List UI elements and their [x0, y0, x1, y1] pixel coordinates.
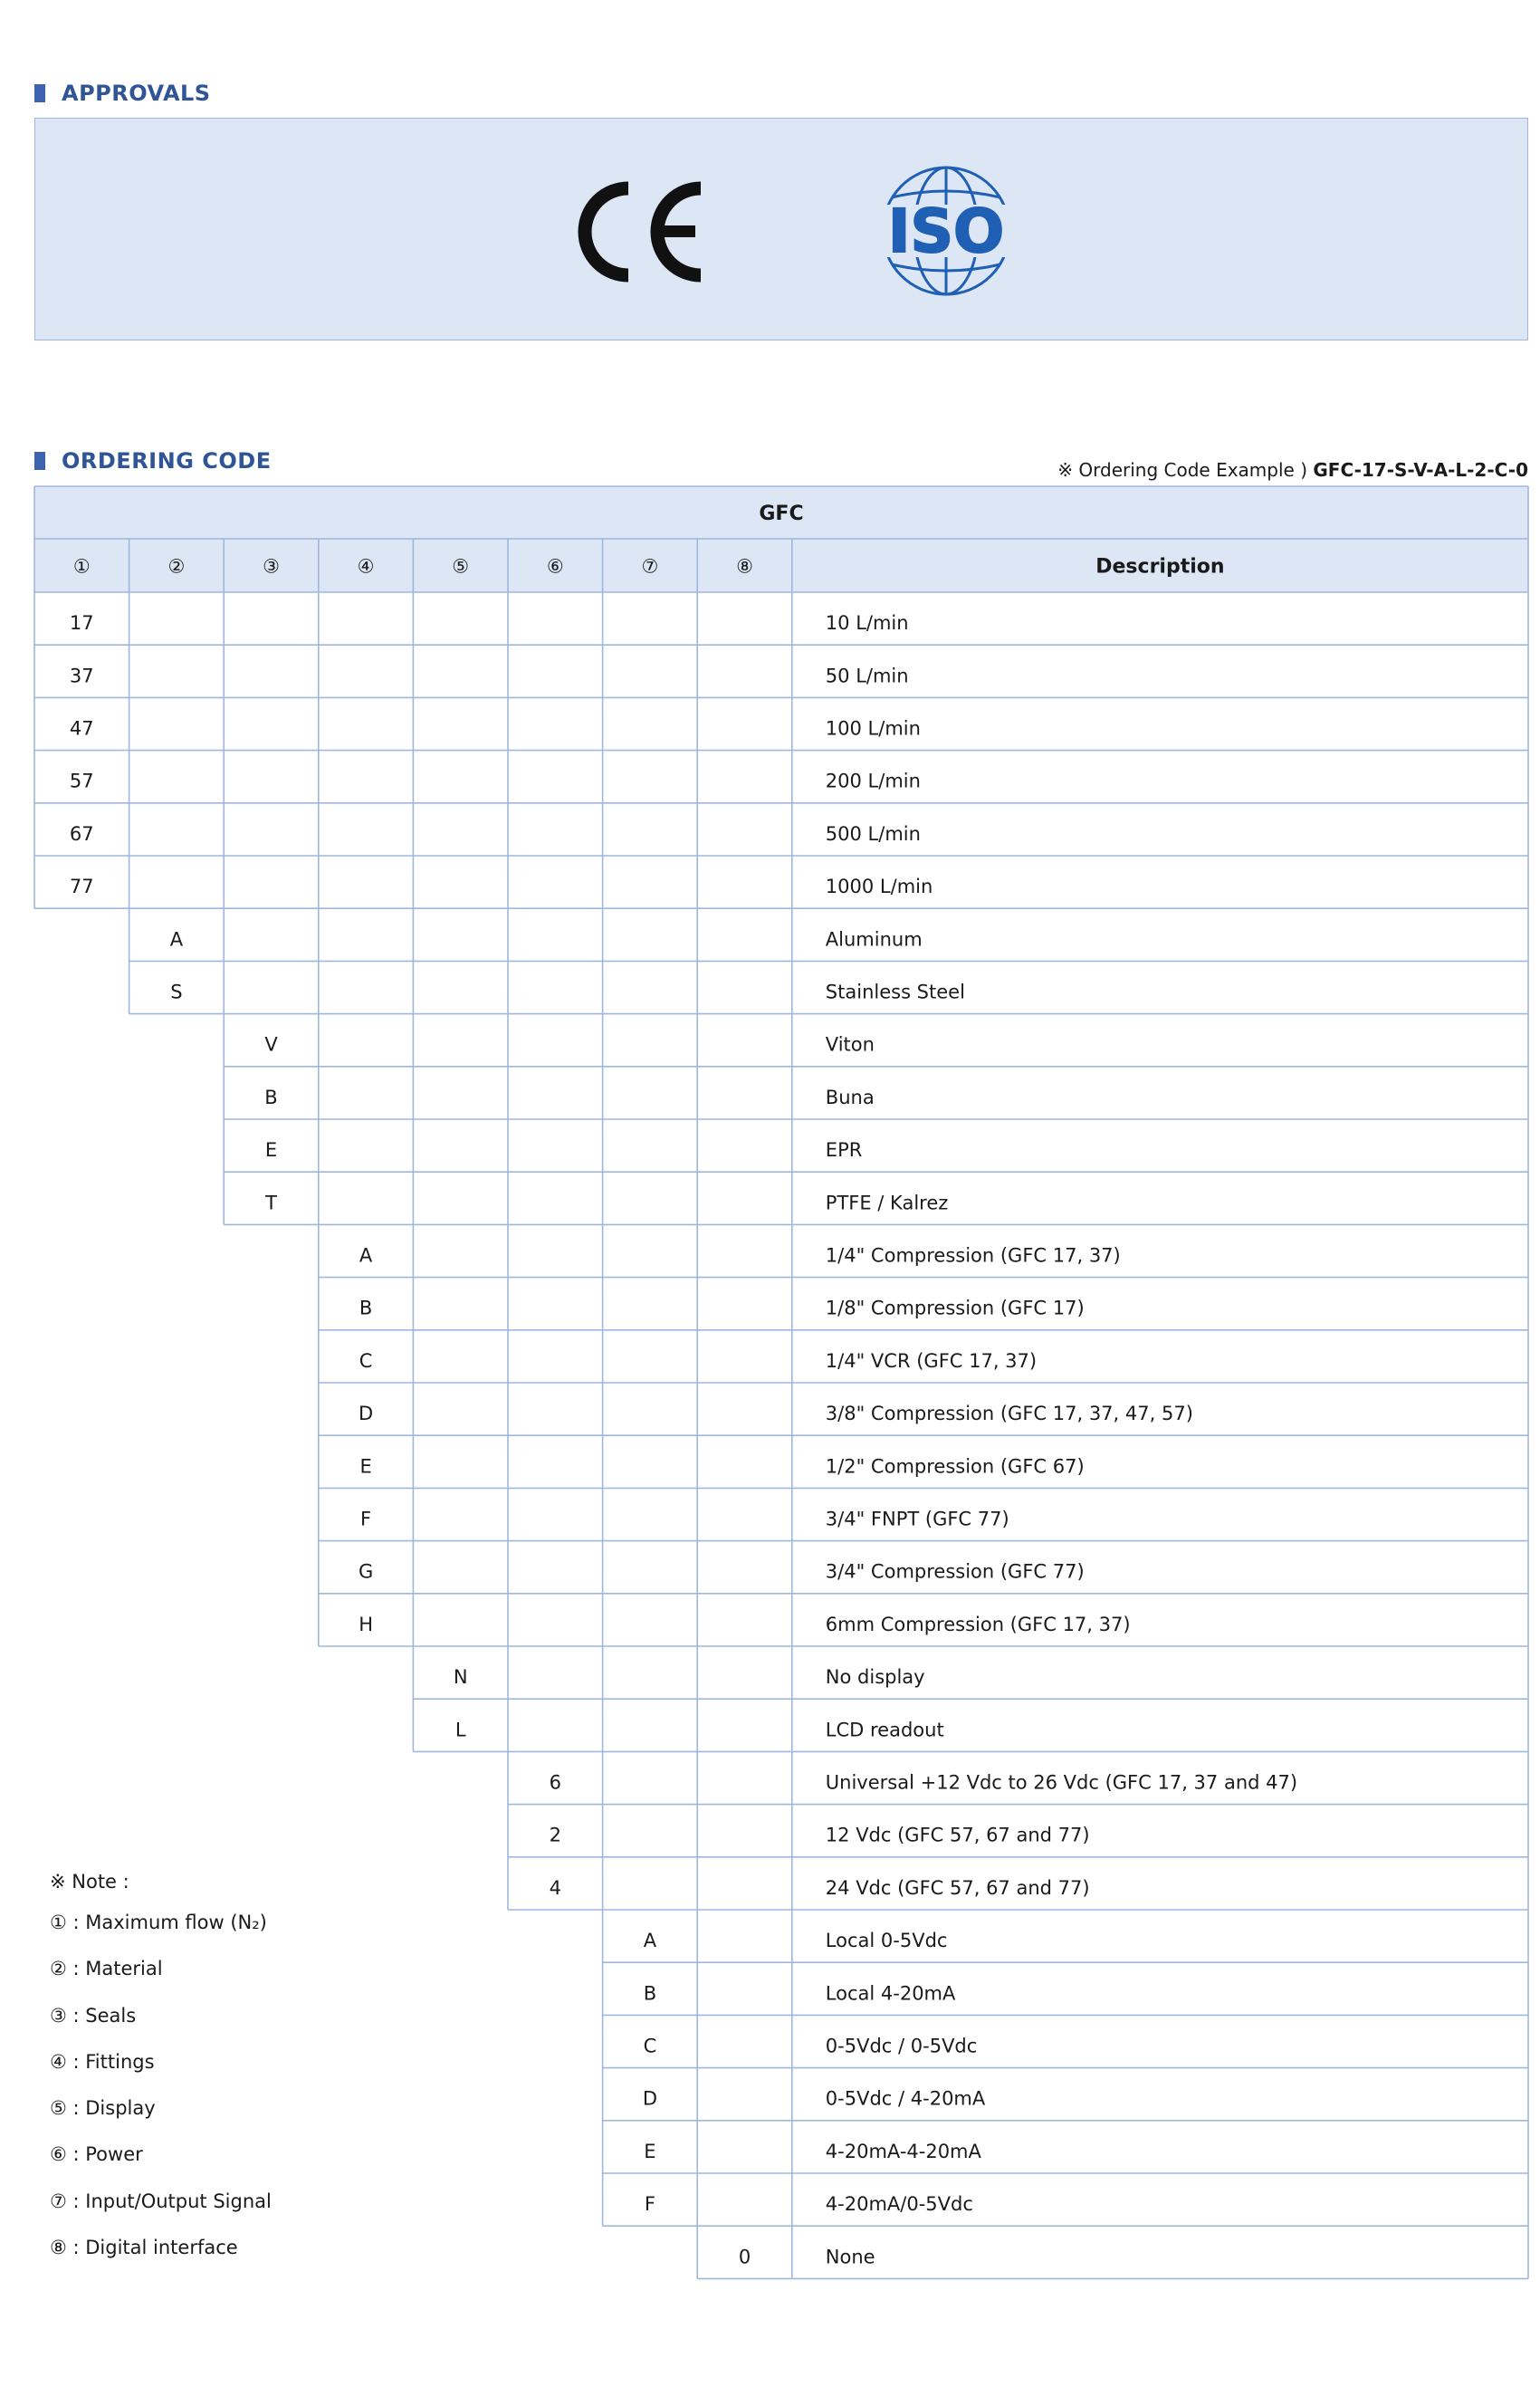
table-row [170, 928, 923, 950]
table-row [359, 1455, 1084, 1477]
code-value: 77 [69, 876, 94, 898]
code-description: 200 L/min [825, 770, 921, 792]
column-header-8: ⑧ [736, 555, 753, 578]
note-item: ④ : Fittings [50, 2050, 155, 2073]
code-description: 0-5Vdc / 4-20mA [825, 2087, 986, 2110]
table-row [644, 1930, 948, 1951]
code-value: 47 [69, 717, 94, 740]
code-description: 12 Vdc (GFC 57, 67 and 77) [825, 1824, 1090, 1846]
code-description: 3/4" FNPT (GFC 77) [825, 1508, 1009, 1530]
table-row [359, 1403, 1193, 1424]
code-value: D [642, 2087, 657, 2110]
code-description: 1/2" Compression (GFC 67) [825, 1455, 1085, 1478]
column-header-2: ② [167, 555, 186, 578]
code-description: 3/4" Compression (GFC 77) [825, 1560, 1085, 1583]
table-row [454, 1666, 925, 1688]
code-value: A [643, 1930, 657, 1952]
table-row [739, 2246, 875, 2267]
ordering-heading-text: ORDERING CODE [62, 448, 272, 474]
code-value: 0 [738, 2246, 751, 2268]
table-row [643, 2088, 986, 2110]
code-value: T [265, 1192, 277, 1214]
table-row [70, 876, 933, 897]
note-item: ⑤ : Display [50, 2097, 156, 2120]
table-row [264, 1192, 948, 1213]
table-row [644, 1982, 956, 2004]
code-value: S [170, 981, 183, 1003]
code-value: 37 [69, 665, 94, 687]
code-value: E [359, 1455, 372, 1478]
column-header-7: ⑦ [641, 555, 659, 578]
notes-block [50, 1864, 272, 2271]
code-description: 500 L/min [825, 822, 921, 845]
code-description: No display [825, 1666, 925, 1689]
code-value: F [644, 2193, 655, 2216]
code-description: 4-20mA-4-20mA [825, 2140, 981, 2162]
table-title: GFC [759, 503, 804, 525]
code-value: L [454, 1719, 466, 1741]
code-description: 1000 L/min [825, 876, 933, 898]
column-header-5: ⑤ [452, 555, 470, 578]
code-description: Universal +12 Vdc to 26 Vdc (GFC 17, 37 and 47) [825, 1771, 1298, 1794]
code-value: 4 [549, 1876, 561, 1899]
table-row [359, 1614, 1130, 1635]
code-value: C [643, 2035, 657, 2057]
description-header: Description [1095, 555, 1225, 579]
note-item: ⑥ : Power [50, 2143, 143, 2166]
column-header-3: ③ [263, 555, 280, 578]
code-value: F [360, 1508, 372, 1530]
table-row [70, 665, 909, 686]
table-row [265, 1139, 862, 1161]
code-value: B [359, 1297, 373, 1319]
code-description: Stainless Steel [825, 981, 965, 1003]
code-value: E [644, 2140, 656, 2162]
note-item: ⑦ : Input/Output Signal [50, 2190, 272, 2212]
code-value: B [643, 1982, 657, 2005]
table-row [70, 718, 921, 740]
table-row [550, 1825, 1090, 1846]
note-item: ⑧ : Digital interface [50, 2237, 238, 2259]
code-description: None [825, 2246, 875, 2268]
code-value: V [264, 1033, 278, 1056]
note-item: ③ : Seals [50, 2004, 137, 2027]
code-value: E [264, 1139, 278, 1162]
code-value: D [359, 1403, 374, 1425]
table-row [264, 1034, 875, 1056]
code-description: LCD readout [825, 1719, 944, 1741]
code-description: Buna [825, 1086, 875, 1108]
table-row [645, 2193, 973, 2215]
code-value: B [264, 1086, 278, 1108]
table-row [264, 1087, 874, 1108]
code-description: 24 Vdc (GFC 57, 67 and 77) [825, 1876, 1090, 1899]
table-row [644, 2036, 978, 2057]
code-value: G [358, 1560, 374, 1583]
code-value: A [169, 928, 184, 951]
code-description: Aluminum [825, 928, 923, 951]
code-description: 10 L/min [825, 612, 909, 635]
code-description: 1/8" Compression (GFC 17) [825, 1297, 1085, 1319]
code-value: C [359, 1349, 373, 1372]
approvals-heading-text: APPROVALS [62, 81, 211, 106]
code-description: EPR [825, 1139, 863, 1162]
code-description: 50 L/min [825, 665, 909, 687]
code-description: 0-5Vdc / 0-5Vdc [825, 2035, 978, 2057]
table-row [70, 771, 921, 792]
table-row [455, 1719, 944, 1740]
code-description: 3/8" Compression (GFC 17, 37, 47, 57) [825, 1403, 1193, 1425]
code-value: 17 [69, 612, 94, 635]
code-description: 6mm Compression (GFC 17, 37) [825, 1613, 1131, 1635]
code-description: 1/4" Compression (GFC 17, 37) [825, 1244, 1121, 1267]
code-value: 67 [69, 822, 94, 845]
code-value: H [359, 1613, 373, 1635]
column-header-1: ① [72, 555, 91, 578]
code-description: 4-20mA/0-5Vdc [825, 2193, 973, 2216]
table-row [644, 2141, 981, 2162]
note-item: ② : Material [50, 1958, 163, 1980]
column-header-6: ⑥ [546, 555, 564, 578]
code-value: N [453, 1666, 468, 1689]
table-row [359, 1245, 1121, 1267]
code-description: 100 L/min [825, 717, 921, 740]
table-row [70, 612, 909, 634]
code-description: 1/4" VCR (GFC 17, 37) [825, 1349, 1038, 1372]
table-row [550, 1772, 1297, 1794]
ordering-example-prefix: ※ Ordering Code Example ) [1057, 459, 1314, 481]
column-header-4: ④ [357, 555, 375, 578]
code-value: 2 [549, 1824, 561, 1846]
iso-logo-text: ISO [887, 196, 1005, 266]
ordering-example-code: GFC-17-S-V-A-L-2-C-0 [1313, 459, 1528, 481]
code-value: 57 [69, 770, 94, 792]
code-description: PTFE / Kalrez [825, 1192, 949, 1214]
table-row [70, 823, 921, 845]
code-value: A [359, 1244, 373, 1267]
table-row [550, 1877, 1090, 1899]
table-row [360, 1509, 1009, 1530]
code-description: Local 0-5Vdc [825, 1930, 948, 1952]
code-description: Local 4-20mA [825, 1982, 956, 2005]
code-description: Viton [825, 1033, 875, 1056]
notes-title: ※ Note : [50, 1871, 129, 1893]
code-value: 6 [549, 1771, 561, 1794]
note-item: ① : Maximum flow (N₂) [50, 1912, 267, 1933]
table-row [170, 982, 965, 1003]
table-row [359, 1298, 1085, 1319]
table-row [359, 1561, 1085, 1583]
